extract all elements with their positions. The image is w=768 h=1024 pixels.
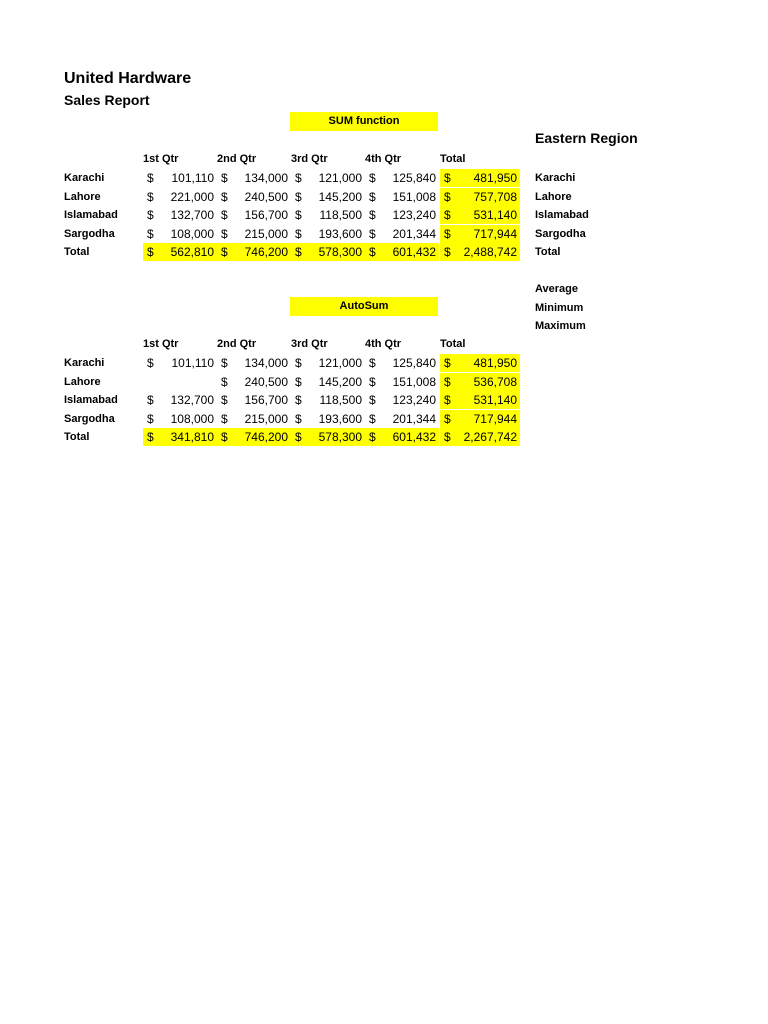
autosum-cell[interactable]	[440, 410, 520, 428]
cell-value: 101,110	[171, 171, 214, 185]
cell-value: 132,700	[170, 393, 214, 407]
currency-symbol: $	[444, 374, 451, 389]
currency-symbol: $	[369, 245, 376, 259]
sum-cell[interactable]	[143, 188, 217, 206]
autosum-cell[interactable]	[291, 354, 365, 372]
currency-symbol: $	[444, 208, 451, 222]
cell-value: 757,708	[473, 189, 517, 204]
autosum-cell[interactable]	[440, 428, 520, 446]
cell-value: 215,000	[244, 411, 288, 426]
currency-symbol: $	[295, 245, 302, 259]
sum-cell[interactable]	[217, 243, 291, 261]
sum-cell[interactable]	[143, 206, 217, 224]
cell-value: 536,708	[473, 374, 517, 389]
autosum-row-label: Lahore	[64, 375, 101, 388]
autosum-header-2: 2nd Qtr	[217, 338, 257, 350]
autosum-cell[interactable]	[291, 428, 365, 446]
cell-value: 108,000	[170, 226, 214, 241]
cell-value: 118,500	[319, 208, 362, 222]
sum-cell[interactable]	[217, 169, 291, 187]
cell-value: 341,810	[170, 430, 214, 444]
cell-value: 156,700	[244, 393, 288, 407]
sum-row-label: Islamabad	[64, 209, 118, 221]
autosum-cell[interactable]	[440, 373, 520, 391]
eastern-region-city: Karachi	[535, 172, 576, 184]
currency-symbol: $	[295, 189, 302, 204]
autosum-cell[interactable]	[143, 410, 217, 428]
currency-symbol: $	[444, 411, 451, 426]
autosum-header-3: 3rd Qtr	[291, 338, 328, 350]
cell-value: 134,000	[244, 356, 288, 370]
sum-cell[interactable]	[217, 206, 291, 224]
autosum-cell[interactable]	[440, 354, 520, 372]
currency-symbol: $	[369, 226, 376, 241]
autosum-cell[interactable]	[291, 410, 365, 428]
currency-symbol: $	[147, 393, 154, 407]
autosum-cell[interactable]	[143, 373, 217, 391]
currency-symbol: $	[147, 171, 154, 185]
cell-value: 132,700	[170, 208, 214, 222]
sum-cell[interactable]	[365, 243, 439, 261]
currency-symbol: $	[295, 411, 302, 426]
cell-value: 108,000	[170, 411, 214, 426]
sum-header-3: 3rd Qtr	[291, 153, 328, 165]
currency-symbol: $	[221, 430, 228, 444]
currency-symbol: $	[221, 245, 228, 259]
sum-cell[interactable]	[365, 169, 439, 187]
cell-value: 125,840	[392, 171, 436, 185]
autosum-cell[interactable]	[217, 410, 291, 428]
autosum-cell[interactable]	[291, 391, 365, 409]
currency-symbol: $	[221, 356, 228, 370]
autosum-row-label: Total	[64, 431, 90, 443]
autosum-row-label: Islamabad	[64, 394, 118, 406]
sum-cell[interactable]	[217, 188, 291, 206]
currency-symbol: $	[444, 171, 451, 185]
cell-value: 101,110	[171, 356, 214, 370]
currency-symbol: $	[295, 393, 302, 407]
eastern-region-city: Islamabad	[535, 209, 589, 221]
sum-cell[interactable]	[440, 188, 520, 206]
currency-symbol: $	[444, 226, 451, 241]
currency-symbol: $	[147, 356, 154, 370]
currency-symbol: $	[369, 430, 376, 444]
sum-cell[interactable]	[440, 206, 520, 224]
cell-value: 601,432	[392, 430, 436, 444]
sum-cell[interactable]	[365, 225, 439, 243]
sum-cell[interactable]	[143, 225, 217, 243]
currency-symbol: $	[295, 208, 302, 222]
autosum-row-label: Sargodha	[64, 412, 115, 425]
currency-symbol: $	[295, 374, 302, 389]
cell-value: 531,140	[473, 393, 517, 407]
autosum-header-4: 4th Qtr	[365, 338, 402, 350]
cell-value: 121,000	[318, 171, 362, 185]
sum-cell[interactable]	[291, 169, 365, 187]
currency-symbol: $	[444, 430, 451, 444]
currency-symbol: $	[221, 171, 228, 185]
report-title: United Hardware	[64, 70, 192, 87]
currency-symbol: $	[444, 189, 451, 204]
autosum-label: AutoSum	[290, 297, 438, 316]
autosum-cell[interactable]	[217, 391, 291, 409]
autosum-cell[interactable]	[143, 428, 217, 446]
autosum-cell[interactable]	[217, 354, 291, 372]
sum-header-5: Total	[440, 153, 466, 165]
eastern-region-stat: Maximum	[535, 320, 586, 332]
currency-symbol: $	[369, 374, 376, 389]
currency-symbol: $	[444, 245, 451, 259]
report-subtitle: Sales Report	[64, 92, 150, 108]
eastern-region-stat: Minimum	[535, 301, 584, 314]
currency-symbol: $	[369, 189, 376, 204]
cell-value: 2,488,742	[463, 245, 517, 259]
sum-function-label: SUM function	[290, 112, 438, 131]
sum-cell[interactable]	[217, 225, 291, 243]
currency-symbol: $	[221, 226, 228, 241]
sum-cell[interactable]	[365, 206, 439, 224]
currency-symbol: $	[369, 208, 376, 222]
currency-symbol: $	[147, 189, 154, 204]
cell-value: 193,600	[318, 226, 362, 241]
sum-cell[interactable]	[365, 188, 439, 206]
currency-symbol: $	[221, 189, 228, 204]
cell-value: 134,000	[244, 171, 288, 185]
currency-symbol: $	[147, 430, 154, 444]
autosum-cell[interactable]	[440, 391, 520, 409]
sum-header-4: 4th Qtr	[365, 153, 402, 165]
currency-symbol: $	[295, 430, 302, 444]
autosum-cell[interactable]	[143, 354, 217, 372]
eastern-region-stat: Average	[535, 283, 579, 295]
cell-value: 125,840	[392, 356, 436, 370]
cell-value: 717,944	[473, 226, 517, 241]
currency-symbol: $	[147, 245, 154, 259]
sum-cell[interactable]	[440, 225, 520, 243]
sum-row-label: Total	[64, 246, 90, 258]
cell-value: 145,200	[318, 189, 362, 204]
cell-value: 601,432	[392, 245, 436, 259]
cell-value: 215,000	[244, 226, 288, 241]
cell-value: 481,950	[473, 356, 517, 370]
eastern-region-city: Lahore	[535, 190, 572, 203]
autosum-cell[interactable]	[365, 428, 439, 446]
cell-value: 531,140	[473, 208, 517, 222]
autosum-cell[interactable]	[365, 354, 439, 372]
sum-row-label: Karachi	[64, 172, 105, 184]
eastern-region-city: Total	[535, 246, 561, 258]
autosum-cell[interactable]	[217, 428, 291, 446]
cell-value: 221,000	[170, 189, 214, 204]
cell-value: 123,240	[392, 208, 436, 222]
sum-cell[interactable]	[143, 169, 217, 187]
currency-symbol: $	[369, 393, 376, 407]
currency-symbol: $	[147, 208, 154, 222]
cell-value: 717,944	[473, 411, 517, 426]
currency-symbol: $	[221, 208, 228, 222]
eastern-region-city: Sargodha	[535, 227, 586, 240]
sum-cell[interactable]	[291, 188, 365, 206]
cell-value: 201,344	[392, 226, 436, 241]
cell-value: 151,008	[392, 374, 436, 389]
cell-value: 156,700	[244, 208, 288, 222]
sum-row-label: Lahore	[64, 190, 101, 203]
sum-header-2: 2nd Qtr	[217, 153, 257, 165]
cell-value: 481,950	[473, 171, 517, 185]
cell-value: 2,267,742	[463, 430, 517, 444]
autosum-row-label: Karachi	[64, 357, 105, 369]
currency-symbol: $	[369, 356, 376, 370]
cell-value: 746,200	[244, 430, 288, 444]
sum-cell[interactable]	[440, 169, 520, 187]
cell-value: 145,200	[318, 374, 362, 389]
currency-symbol: $	[147, 226, 154, 241]
autosum-cell[interactable]	[365, 391, 439, 409]
currency-symbol: $	[369, 411, 376, 426]
sum-cell[interactable]	[143, 243, 217, 261]
cell-value: 562,810	[170, 245, 214, 259]
currency-symbol: $	[444, 393, 451, 407]
currency-symbol: $	[147, 411, 154, 426]
cell-value: 151,008	[392, 189, 436, 204]
cell-value: 578,300	[318, 430, 362, 444]
autosum-cell[interactable]	[365, 410, 439, 428]
sum-cell[interactable]	[291, 243, 365, 261]
cell-value: 121,000	[318, 356, 362, 370]
cell-value: 201,344	[392, 411, 436, 426]
currency-symbol: $	[295, 171, 302, 185]
cell-value: 118,500	[319, 393, 362, 407]
currency-symbol: $	[444, 356, 451, 370]
cell-value: 578,300	[318, 245, 362, 259]
autosum-cell[interactable]	[291, 373, 365, 391]
eastern-region-title: Eastern Region	[535, 130, 638, 146]
cell-value: 193,600	[318, 411, 362, 426]
cell-value: 240,500	[244, 189, 288, 204]
autosum-header-5: Total	[440, 338, 466, 350]
cell-value: 746,200	[244, 245, 288, 259]
autosum-cell[interactable]	[217, 373, 291, 391]
autosum-header-1: 1st Qtr	[143, 338, 179, 350]
sum-row-label: Sargodha	[64, 227, 115, 240]
currency-symbol: $	[221, 374, 228, 389]
currency-symbol: $	[369, 171, 376, 185]
cell-value: 240,500	[244, 374, 288, 389]
currency-symbol: $	[221, 393, 228, 407]
sum-header-1: 1st Qtr	[143, 153, 179, 165]
autosum-cell[interactable]	[143, 391, 217, 409]
sum-cell[interactable]	[440, 243, 520, 261]
currency-symbol: $	[221, 411, 228, 426]
currency-symbol: $	[295, 356, 302, 370]
cell-value: 123,240	[392, 393, 436, 407]
sum-cell[interactable]	[291, 206, 365, 224]
sum-cell[interactable]	[291, 225, 365, 243]
currency-symbol: $	[295, 226, 302, 241]
autosum-cell[interactable]	[365, 373, 439, 391]
